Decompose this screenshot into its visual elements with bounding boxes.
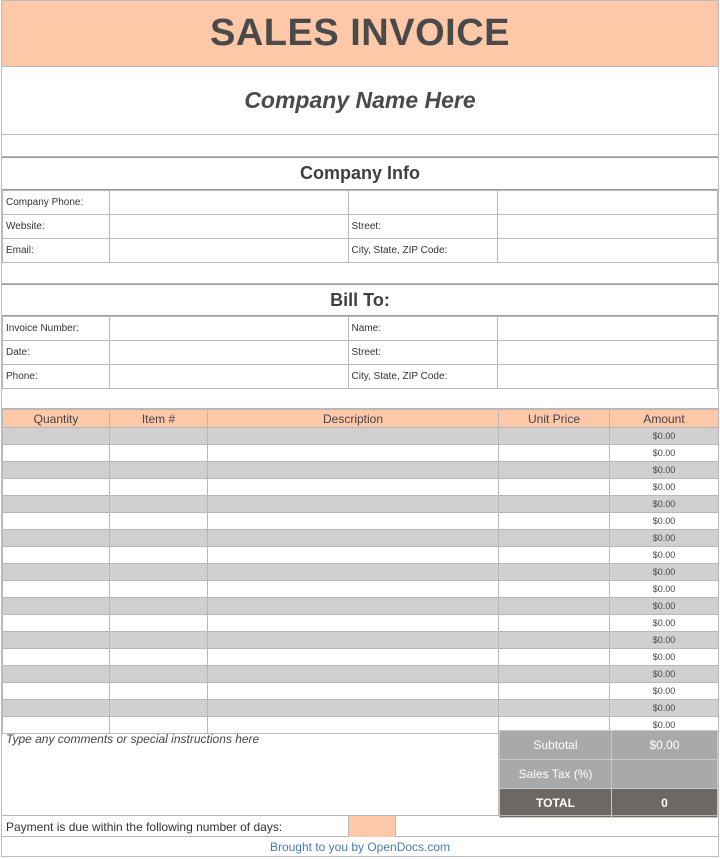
unit-price-cell[interactable] <box>499 496 610 513</box>
info-row <box>3 239 718 263</box>
subtotal-value: $0.00 <box>612 731 718 760</box>
quantity-cell[interactable] <box>3 666 110 683</box>
column-header-description: Description <box>208 410 499 428</box>
info-label: Street: <box>348 215 498 239</box>
table-row <box>3 445 719 462</box>
bill-to-grid <box>2 316 718 389</box>
item-number-cell[interactable] <box>110 479 208 496</box>
quantity-cell[interactable] <box>3 649 110 666</box>
company-name[interactable]: Company Name Here <box>2 67 718 135</box>
amount-cell: $0.00 <box>610 445 719 462</box>
line-items-header <box>3 410 719 428</box>
description-cell[interactable] <box>208 581 499 598</box>
info-field[interactable] <box>498 191 718 215</box>
amount-cell: $0.00 <box>610 632 719 649</box>
description-cell[interactable] <box>208 649 499 666</box>
unit-price-cell[interactable] <box>499 462 610 479</box>
line-items-table <box>2 409 719 734</box>
quantity-cell[interactable] <box>3 479 110 496</box>
quantity-cell[interactable] <box>3 428 110 445</box>
table-row <box>3 632 719 649</box>
description-cell[interactable] <box>208 700 499 717</box>
item-number-cell[interactable] <box>110 462 208 479</box>
amount-cell: $0.00 <box>610 700 719 717</box>
payment-days-field[interactable] <box>348 816 396 837</box>
table-row <box>3 598 719 615</box>
table-row <box>3 683 719 700</box>
item-number-cell[interactable] <box>110 547 208 564</box>
info-row <box>3 215 718 239</box>
sales-tax-label: Sales Tax (%) <box>500 760 612 789</box>
table-row <box>3 513 719 530</box>
payment-terms-label: Payment is due within the following number of days: <box>6 820 283 834</box>
unit-price-cell[interactable] <box>499 513 610 530</box>
unit-price-cell[interactable] <box>499 564 610 581</box>
quantity-cell[interactable] <box>3 632 110 649</box>
table-row <box>3 496 719 513</box>
info-label: City, State, ZIP Code: <box>348 365 498 389</box>
table-row <box>3 615 719 632</box>
website-field[interactable] <box>109 215 348 239</box>
quantity-cell[interactable] <box>3 564 110 581</box>
info-row <box>3 365 718 389</box>
column-header-unit-price: Unit Price <box>499 410 610 428</box>
item-number-cell[interactable] <box>110 649 208 666</box>
description-cell[interactable] <box>208 445 499 462</box>
bill-city-field[interactable] <box>498 365 718 389</box>
quantity-cell[interactable] <box>3 462 110 479</box>
unit-price-cell[interactable] <box>499 581 610 598</box>
unit-price-cell[interactable] <box>499 700 610 717</box>
column-header-amount: Amount <box>610 410 719 428</box>
footer-credit-link[interactable]: Brought to you by OpenDocs.com <box>269 840 451 854</box>
description-cell[interactable] <box>208 598 499 615</box>
quantity-cell[interactable] <box>3 530 110 547</box>
invoice-number-field[interactable] <box>109 317 348 341</box>
info-label: City, State, ZIP Code: <box>348 239 498 263</box>
table-row <box>3 581 719 598</box>
item-number-cell[interactable] <box>110 666 208 683</box>
spacer-row <box>2 261 718 284</box>
table-row <box>3 462 719 479</box>
amount-cell: $0.00 <box>610 530 719 547</box>
company-street-field[interactable] <box>498 215 718 239</box>
quantity-cell[interactable] <box>3 700 110 717</box>
amount-cell: $0.00 <box>610 428 719 445</box>
description-cell[interactable] <box>208 513 499 530</box>
description-cell[interactable] <box>208 666 499 683</box>
company-city-field[interactable] <box>498 239 718 263</box>
table-row <box>3 428 719 445</box>
info-label: Date: <box>3 341 110 365</box>
info-row <box>3 191 718 215</box>
table-row <box>3 479 719 496</box>
date-field[interactable] <box>109 341 348 365</box>
bill-name-field[interactable] <box>498 317 718 341</box>
quantity-cell[interactable] <box>3 513 110 530</box>
table-row <box>3 666 719 683</box>
phone-field[interactable] <box>109 365 348 389</box>
description-cell[interactable] <box>208 547 499 564</box>
description-cell[interactable] <box>208 496 499 513</box>
description-cell[interactable] <box>208 428 499 445</box>
payment-terms-row <box>2 815 718 837</box>
bill-to-heading: Bill To: <box>2 284 718 316</box>
bill-street-field[interactable] <box>498 341 718 365</box>
item-number-cell[interactable] <box>110 615 208 632</box>
info-label: Invoice Number: <box>3 317 110 341</box>
company-phone-field[interactable] <box>109 191 348 215</box>
description-cell[interactable] <box>208 615 499 632</box>
description-cell[interactable] <box>208 632 499 649</box>
table-row <box>3 700 719 717</box>
amount-cell: $0.00 <box>610 598 719 615</box>
amount-cell: $0.00 <box>610 496 719 513</box>
company-info-grid <box>2 190 718 263</box>
amount-cell: $0.00 <box>610 564 719 581</box>
item-number-cell[interactable] <box>110 564 208 581</box>
quantity-cell[interactable] <box>3 496 110 513</box>
description-cell[interactable] <box>208 564 499 581</box>
info-label: Website: <box>3 215 110 239</box>
amount-cell: $0.00 <box>610 615 719 632</box>
spacer-row <box>2 135 718 157</box>
item-number-cell[interactable] <box>110 598 208 615</box>
totals-table <box>499 730 718 818</box>
info-label: Phone: <box>3 365 110 389</box>
table-row <box>3 547 719 564</box>
description-cell[interactable] <box>208 683 499 700</box>
amount-cell: $0.00 <box>610 479 719 496</box>
total-row <box>500 789 718 818</box>
sales-tax-field[interactable] <box>612 760 718 789</box>
unit-price-cell[interactable] <box>499 547 610 564</box>
item-number-cell[interactable] <box>110 496 208 513</box>
item-number-cell[interactable] <box>110 428 208 445</box>
amount-cell: $0.00 <box>610 649 719 666</box>
amount-cell: $0.00 <box>610 666 719 683</box>
info-label: Street: <box>348 341 498 365</box>
unit-price-cell[interactable] <box>499 445 610 462</box>
item-number-cell[interactable] <box>110 700 208 717</box>
subtotal-label: Subtotal <box>500 731 612 760</box>
item-number-cell[interactable] <box>110 581 208 598</box>
amount-cell: $0.00 <box>610 547 719 564</box>
info-label: Company Phone: <box>3 191 110 215</box>
quantity-cell[interactable] <box>3 598 110 615</box>
invoice-title: SALES INVOICE <box>2 1 718 67</box>
quantity-cell[interactable] <box>3 615 110 632</box>
item-number-cell[interactable] <box>110 445 208 462</box>
quantity-cell[interactable] <box>3 581 110 598</box>
unit-price-cell[interactable] <box>499 649 610 666</box>
unit-price-cell[interactable] <box>499 428 610 445</box>
item-number-cell[interactable] <box>110 683 208 700</box>
amount-cell: $0.00 <box>610 717 719 734</box>
table-row <box>3 564 719 581</box>
item-number-cell[interactable] <box>110 530 208 547</box>
amount-cell: $0.00 <box>610 683 719 700</box>
amount-cell: $0.00 <box>610 513 719 530</box>
unit-price-cell[interactable] <box>499 479 610 496</box>
item-number-cell[interactable] <box>110 513 208 530</box>
subtotal-row <box>500 731 718 760</box>
total-label: TOTAL <box>500 789 612 818</box>
sales-tax-row <box>500 760 718 789</box>
info-label <box>348 191 498 215</box>
info-label: Name: <box>348 317 498 341</box>
comments-box[interactable]: Type any comments or special instructions here <box>2 730 499 815</box>
unit-price-cell[interactable] <box>499 683 610 700</box>
company-info-heading: Company Info <box>2 157 718 190</box>
spacer-row <box>2 386 718 409</box>
table-row <box>3 530 719 547</box>
unit-price-cell[interactable] <box>499 598 610 615</box>
unit-price-cell[interactable] <box>499 632 610 649</box>
description-cell[interactable] <box>208 479 499 496</box>
column-header-item: Item # <box>110 410 208 428</box>
description-cell[interactable] <box>208 530 499 547</box>
description-cell[interactable] <box>208 462 499 479</box>
amount-cell: $0.00 <box>610 462 719 479</box>
quantity-cell[interactable] <box>3 445 110 462</box>
info-row <box>3 317 718 341</box>
unit-price-cell[interactable] <box>499 530 610 547</box>
column-header-quantity: Quantity <box>3 410 110 428</box>
info-row <box>3 341 718 365</box>
quantity-cell[interactable] <box>3 683 110 700</box>
amount-cell: $0.00 <box>610 581 719 598</box>
item-number-cell[interactable] <box>110 632 208 649</box>
total-value: 0 <box>612 789 718 818</box>
info-label: Email: <box>3 239 110 263</box>
quantity-cell[interactable] <box>3 547 110 564</box>
invoice-sheet <box>1 0 719 857</box>
table-row <box>3 649 719 666</box>
email-field[interactable] <box>109 239 348 263</box>
unit-price-cell[interactable] <box>499 666 610 683</box>
unit-price-cell[interactable] <box>499 615 610 632</box>
